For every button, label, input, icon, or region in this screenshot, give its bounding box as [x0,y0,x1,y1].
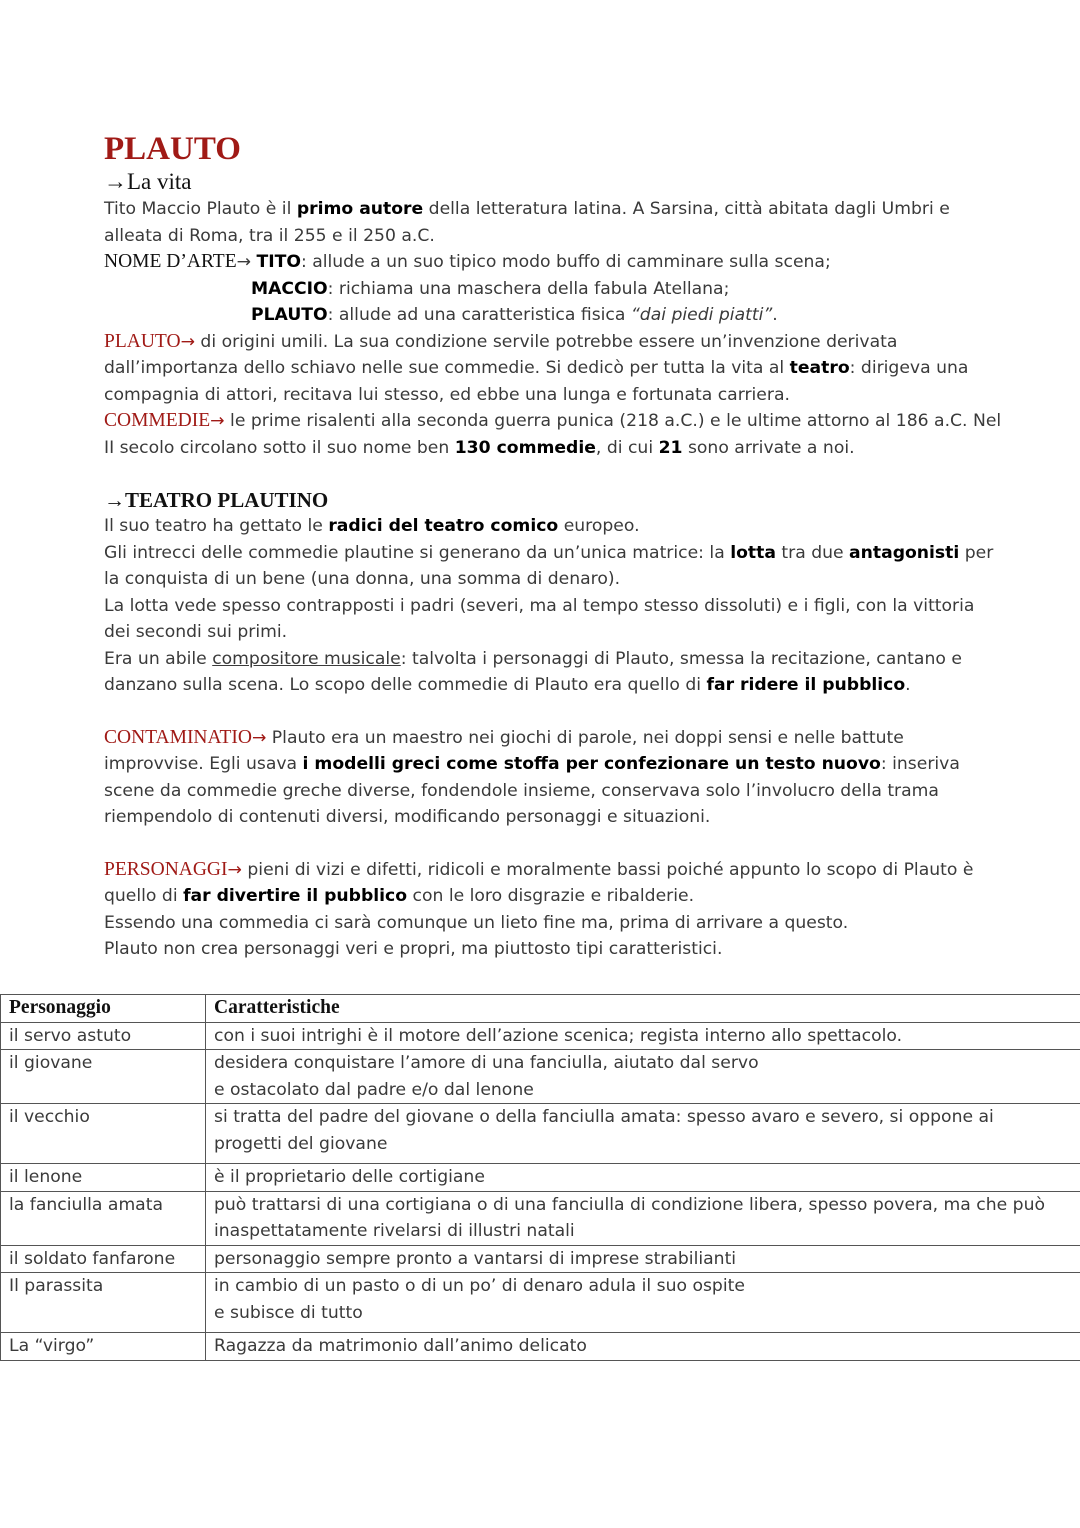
description-line: in cambio di un pasto o di un po’ di denaro adula il suo ospite [214,1276,745,1296]
description-line: progetti del giovane [214,1133,388,1154]
character-name: Il parassita [1,1273,206,1333]
personaggi-line-2: Essendo una commedia ci sarà comunque un lieto fine ma, prima di arrivare a questo. [104,912,849,933]
nome-darte-line: NOME D’ARTE→ TITO: allude a un suo tipico modo buffo di camminare sulla scena; [104,251,831,272]
character-name: il lenone [1,1164,206,1192]
character-name: il servo astuto [1,1022,206,1050]
character-name: La “virgo” [1,1333,206,1361]
description-line: è il proprietario delle cortigiane [214,1167,485,1187]
table-row [1,1273,1080,1333]
table-row [1,1333,1080,1361]
maccio-line: MACCIO: richiama una maschera della fabula Atellana; [251,278,730,299]
teatro-line-1: Il suo teatro ha gettato le radici del teatro comico europeo. [104,516,640,536]
table-body [1,1022,1080,1360]
document-page [104,130,1004,963]
section-heading-teatro: →TEATRO PLAUTINO [104,488,329,512]
character-description [206,1104,1080,1164]
table-row [1,1191,1080,1245]
section-heading-vita: →La vita [104,169,192,194]
column-header-caratteristiche: Caratteristiche [206,995,1080,1023]
arrow-icon: → [236,252,252,272]
description-line: può trattarsi di una cortigiana o di una fanciulla di condizione libera, spesso povera, ma che può [214,1194,1045,1215]
paragraph-personaggi: PERSONAGGI→ pieni di vizi e difetti, ridicoli e moralmente bassi poiché appunto lo scopo di Plauto è quello di far divertire il pubblico con le loro disgrazie e ribalderie. [104,858,974,906]
character-name: il vecchio [1,1104,206,1164]
paragraph-commedie: COMMEDIE→ le prime risalenti alla seconda guerra punica (218 a.C.) e le ultime attorno al 186 a.C. Nel II secolo circolano sotto il suo nome ben 130 commedie, di cui 21 sono arrivate a noi. [104,410,1002,458]
table-row [1,1245,1080,1273]
character-name: il giovane [1,1050,206,1104]
arrow-icon: → [227,859,242,880]
table-row [1,1164,1080,1192]
description-line: e ostacolato dal padre e/o dal lenone [214,1079,534,1100]
character-name: il soldato fanfarone [1,1245,206,1273]
description-line: Ragazza da matrimonio dall’animo delicato [214,1336,587,1356]
character-description [206,1333,1080,1361]
character-description [206,1245,1080,1273]
arrow-icon: → [104,488,125,512]
personaggi-line-3: Plauto non crea personaggi veri e propri, ma piuttosto tipi caratteristici. [104,939,723,959]
characters-table [0,994,1080,1361]
arrow-icon: → [104,169,127,194]
page-title: PLAUTO [104,131,241,167]
character-description [206,1191,1080,1245]
description-line: con i suoi intrighi è il motore dell’azione scenica; regista interno allo spettacolo. [214,1025,903,1046]
description-line: si tratta del padre del giovane o della fanciulla amata: spesso avaro e severo, si oppone ai [214,1107,994,1127]
column-header-personaggio: Personaggio [1,995,206,1023]
description-line: desidera conquistare l’amore di una fanciulla, aiutato dal servo [214,1053,759,1073]
arrow-icon: → [251,727,267,748]
character-description [206,1050,1080,1104]
character-description [206,1273,1080,1333]
arrow-icon: → [210,411,225,431]
description-line: personaggio sempre pronto a vantarsi di imprese strabilianti [214,1248,737,1269]
paragraph-plauto: PLAUTO→ di origini umili. La sua condizione servile potrebbe essere un’invenzione derivata dall’importanza dello schiavo nelle sue commedie. Si dedicò per tutta la vita al teatro: dirigeva una compagnia di attori, recitava lui stesso, ed ebbe una lunga e fortunata carriera. [104,330,969,405]
teatro-line-2: Gli intrecci delle commedie plautine si generano da un’unica matrice: la lotta tra due antagonisti per la conquista di un bene (una donna, una somma di denaro). [104,542,994,589]
table-row [1,1104,1080,1164]
paragraph-vita-intro: Tito Maccio Plauto è il primo autore della letteratura latina. A Sarsina, città abitata dagli Umbri e alleata di Roma, tra il 255 e il 250 a.C. [104,199,950,246]
arrow-icon: → [180,331,195,352]
description-line: inaspettatamente rivelarsi di illustri natali [214,1221,575,1241]
teatro-line-3: La lotta vede spesso contrapposti i padri (severi, ma al tempo stesso dissoluti) e i figli, con la vittoria dei secondi sui primi. [104,595,975,642]
table-header-row [1,995,1080,1023]
character-description [206,1164,1080,1192]
character-description [206,1022,1080,1050]
paragraph-contaminatio: CONTAMINATIO→ Plauto era un maestro nei giochi di parole, nei doppi sensi e nelle battute improvvise. Egli usava i modelli greci come stoffa per confezionare un testo nuovo: inseriva scene da commedie greche diverse, fondendole insieme, conservava solo l’involucro della trama riempendolo di contenuti diversi, modificando personaggi e situazioni. [104,726,960,827]
table-row [1,1050,1080,1104]
description-line: e subisce di tutto [214,1302,363,1323]
plauto-nickname-line: PLAUTO: allude ad una caratteristica fisica “dai piedi piatti”. [251,305,778,325]
teatro-line-4: Era un abile compositore musicale: talvolta i personaggi di Plauto, smessa la recitazione, cantano e danzano sulla scena. Lo scopo delle commedie di Plauto era quello di far ridere il pubblico. [104,648,962,695]
table-row [1,1022,1080,1050]
character-name: la fanciulla amata [1,1191,206,1245]
